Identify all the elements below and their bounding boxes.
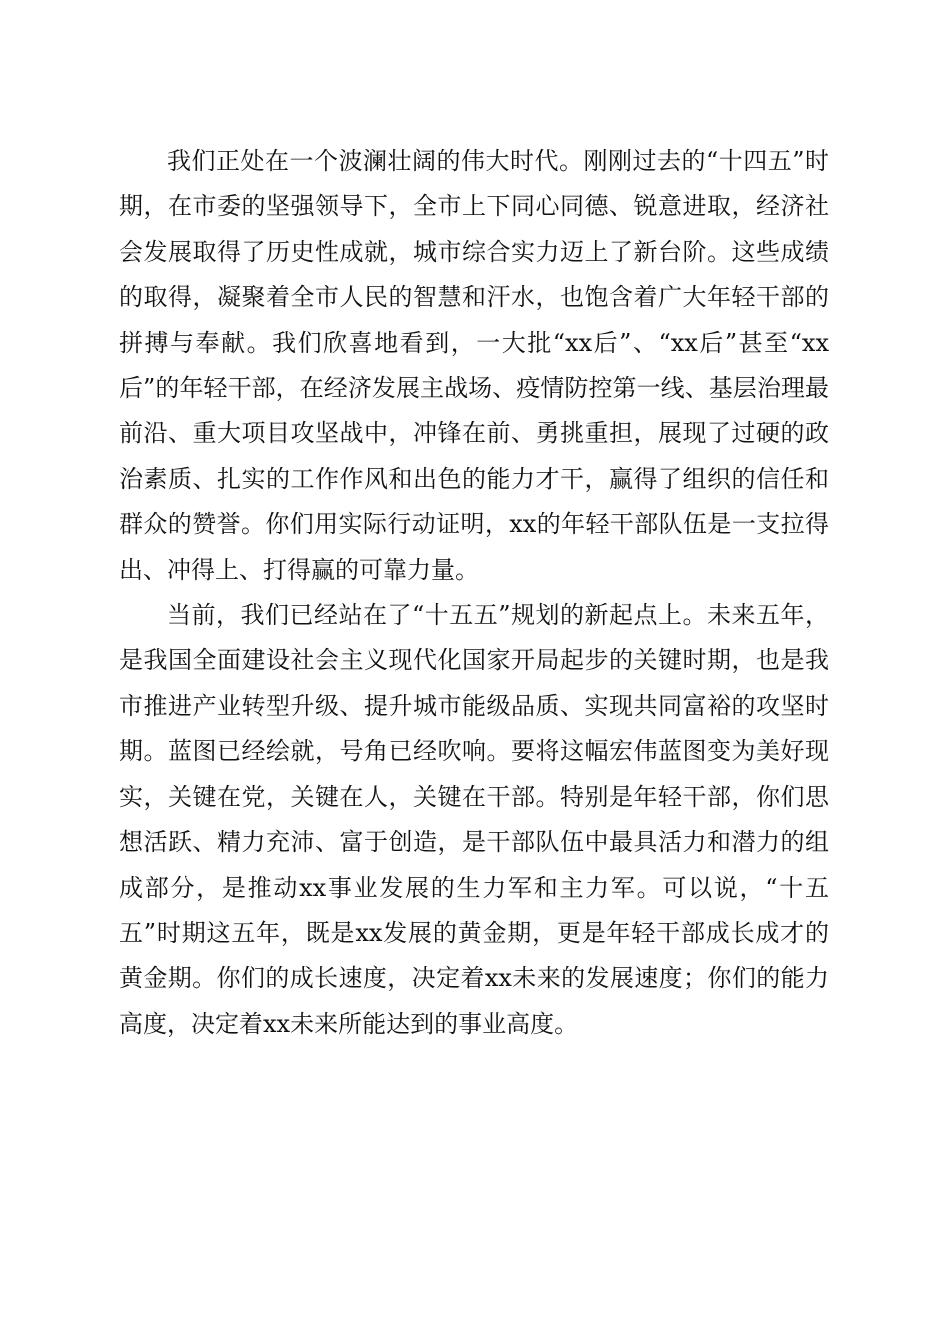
document-body xyxy=(119,139,829,1047)
paragraph-2: 当前，我们已经站在了“十五五”规划的新起点上。未来五年，是我国全面建设社会主义现代化国家开局起步的关键时期，也是我市推进产业转型升级、提升城市能级品质、实现共同富裕的攻坚时期。蓝图已经绘就，号角已经吹响。要将这幅宏伟蓝图变为美好现实，关键在党，关键在人，关键在干部。特别是年轻干部，你们思想活跃、精力充沛、富于创造，是干部队伍中最具活力和潜力的组成部分，是推动xx事业发展的生力军和主力军。可以说，“十五五”时期这五年，既是xx发展的黄金期，更是年轻干部成长成才的黄金期。你们的成长速度，决定着xx未来的发展速度；你们的能力高度，决定着xx未来所能达到的事业高度。 xyxy=(119,601,829,1038)
paragraph-1: 我们正处在一个波澜壮阔的伟大时代。刚刚过去的“十四五”时期，在市委的坚强领导下，全市上下同心同德、锐意进取，经济社会发展取得了历史性成就，城市综合实力迈上了新台阶。这些成绩的取得，凝聚着全市人民的智慧和汗水，也饱含着广大年轻干部的拼搏与奉献。我们欣喜地看到，一大批“xx后”、“xx后”甚至“xx后”的年轻干部，在经济发展主战场、疫情防控第一线、基层治理最前沿、重大项目攻坚战中，冲锋在前、勇挑重担，展现了过硬的政治素质、扎实的工作作风和出色的能力才干，赢得了组织的信任和群众的赞誉。你们用实际行动证明，xx的年轻干部队伍是一支拉得出、冲得上、打得赢的可靠力量。 xyxy=(119,147,829,584)
